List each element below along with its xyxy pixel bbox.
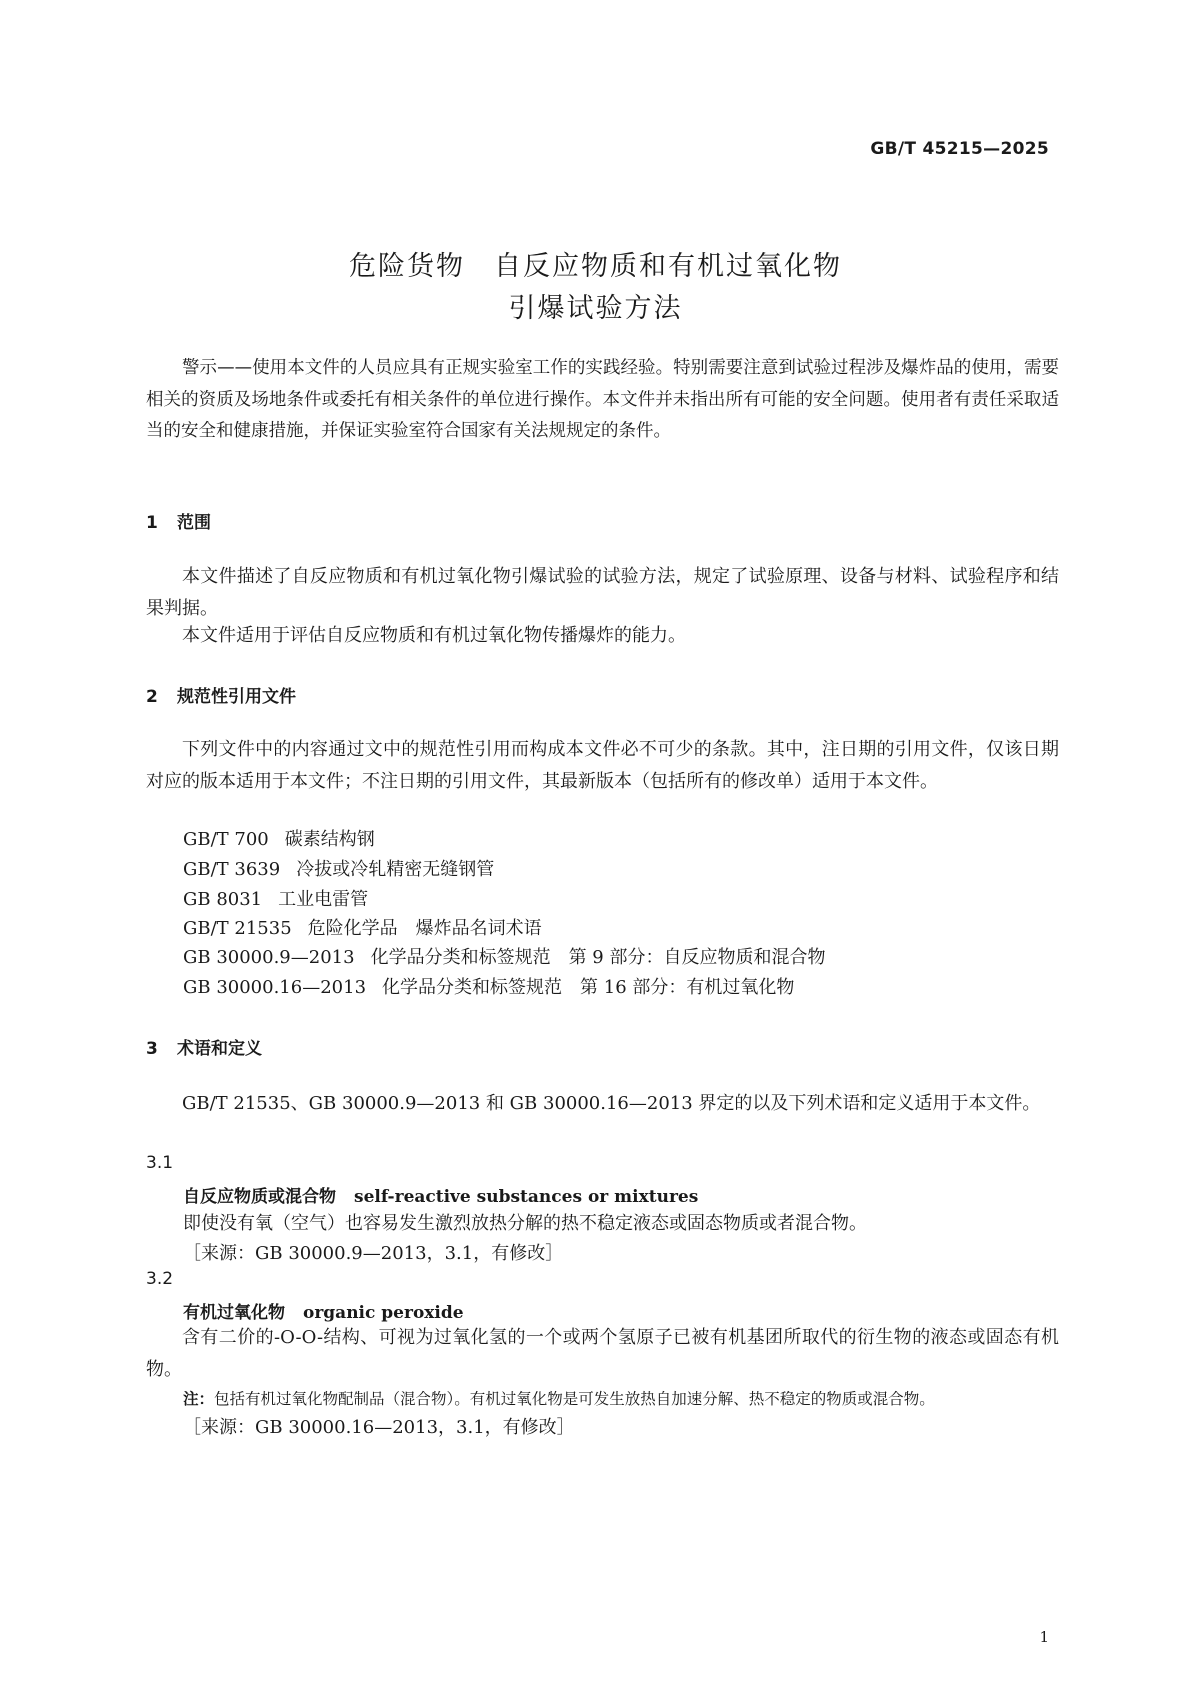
- section-number: 1: [146, 513, 158, 533]
- reference-item: [183, 885, 368, 911]
- term-name-en: organic peroxide: [303, 1303, 464, 1323]
- document-title-line-2: 引爆试验方法: [508, 293, 683, 324]
- standard-code: GB/T 45215—2025: [870, 139, 1049, 159]
- term-number: 3.2: [146, 1269, 174, 1289]
- reference-code: GB 30000.16—2013: [183, 977, 367, 998]
- reference-title: 危险化学品 爆炸品名词术语: [307, 918, 542, 939]
- term-number: 3.1: [146, 1153, 174, 1173]
- reference-title: 冷拔或冷轧精密无缝钢管: [296, 859, 495, 880]
- reference-code: GB/T 3639: [183, 859, 281, 880]
- reference-title: 化学品分类和标签规范 第 9 部分：自反应物质和混合物: [370, 947, 826, 968]
- reference-code: GB/T 700: [183, 829, 269, 850]
- page-number: 1: [1039, 1628, 1049, 1646]
- section-title: 范围: [177, 513, 211, 533]
- term-name: [183, 1298, 464, 1323]
- term-definition: 即使没有氧（空气）也容易发生激烈放热分解的热不稳定液态或固态物质或者混合物。: [183, 1213, 867, 1234]
- section-number: 2: [146, 687, 158, 707]
- document-title-line-1: 危险货物 自反应物质和有机过氧化物: [349, 251, 842, 282]
- reference-code: GB 8031: [183, 889, 263, 910]
- warning-paragraph: 警示——使用本文件的人员应具有正规实验室工作的实践经验。特别需要注意到试验过程涉及爆炸品的使用，需要相关的资质及场地条件或委托有相关条件的单位进行操作。本文件并未指出所有可能的安全问题。使用者有责任采取适当的安全和健康措施，并保证实验室符合国家有关法规规定的条件。: [146, 358, 1059, 441]
- scope-paragraph-2: 本文件适用于评估自反应物质和有机过氧化物传播爆炸的能力。: [182, 625, 686, 646]
- normative-references-intro: 下列文件中的内容通过文中的规范性引用而构成本文件必不可少的条款。其中，注日期的引用文件，仅该日期对应的版本适用于本文件；不注日期的引用文件，其最新版本（包括所有的修改单）适用于本文件。: [146, 739, 1059, 792]
- section-title: 规范性引用文件: [177, 687, 296, 707]
- reference-code: GB/T 21535: [183, 918, 292, 939]
- reference-item: [183, 914, 542, 940]
- note-text: 包括有机过氧化物配制品（混合物）。有机过氧化物是可发生放热自加速分解、热不稳定的物质或混合物。: [214, 1390, 935, 1408]
- reference-title: 工业电雷管: [278, 889, 369, 910]
- term-definition: 含有二价的-O-O-结构、可视为过氧化氢的一个或两个氢原子已被有机基团所取代的衍生物的液态或固态有机物。: [146, 1327, 1059, 1380]
- reference-title: 化学品分类和标签规范 第 16 部分：有机过氧化物: [382, 977, 795, 998]
- reference-item: [183, 973, 794, 999]
- reference-code: GB 30000.9—2013: [183, 947, 355, 968]
- reference-title: 碳素结构钢: [284, 829, 375, 850]
- reference-item: [183, 855, 494, 881]
- term-name-zh: 自反应物质或混合物: [183, 1187, 336, 1207]
- reference-item: [183, 943, 825, 969]
- term-source: ［来源：GB 30000.16—2013，3.1，有修改］: [183, 1417, 575, 1438]
- section-1-heading: [146, 508, 211, 533]
- term-name-zh: 有机过氧化物: [183, 1303, 285, 1323]
- section-2-heading: [146, 682, 296, 707]
- scope-paragraph-1: 本文件描述了自反应物质和有机过氧化物引爆试验的试验方法，规定了试验原理、设备与材料、试验程序和结果判据。: [146, 566, 1059, 619]
- section-3-heading: [146, 1034, 262, 1059]
- term-name-en: self-reactive substances or mixtures: [354, 1187, 699, 1207]
- note-label: 注：: [183, 1390, 215, 1408]
- section-number: 3: [146, 1039, 158, 1059]
- term-source: ［来源：GB 30000.9—2013，3.1，有修改］: [183, 1243, 564, 1264]
- reference-item: [183, 825, 375, 851]
- term-note: [183, 1387, 935, 1409]
- terms-intro: GB/T 21535、GB 30000.9—2013 和 GB 30000.16—2013 界定的以及下列术语和定义适用于本文件。: [182, 1093, 1041, 1114]
- term-name: [183, 1182, 698, 1207]
- section-title: 术语和定义: [177, 1039, 262, 1059]
